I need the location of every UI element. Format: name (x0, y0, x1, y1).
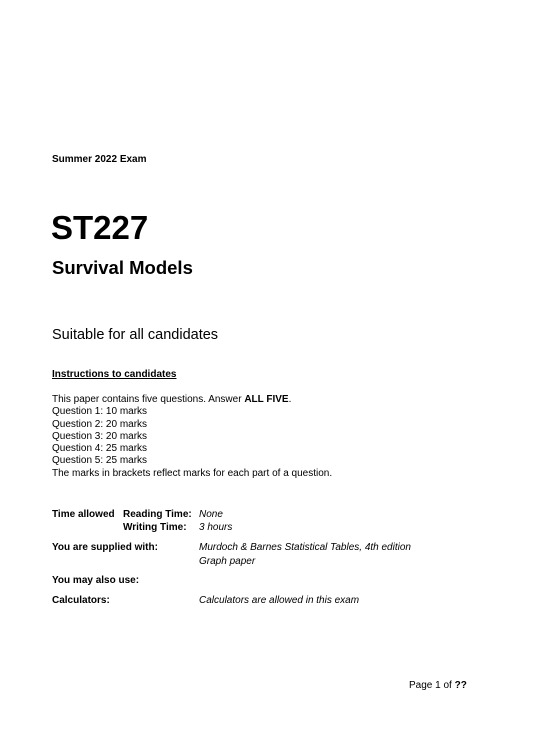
page-total: ?? (454, 680, 467, 691)
writing-time-value: 3 hours (199, 522, 233, 533)
question-marks-2: Question 2: 20 marks (52, 418, 148, 430)
supplied-with-label: You are supplied with: (52, 542, 158, 553)
writing-time-label: Writing Time: (123, 522, 187, 533)
reading-time-value: None (199, 509, 223, 520)
calculators-label: Calculators: (52, 595, 110, 606)
instructions-line-suffix: . (288, 394, 292, 405)
page-current: 1 (435, 680, 441, 691)
question-marks-5: Question 5: 25 marks (52, 455, 148, 467)
page-number (409, 680, 467, 692)
instructions-answer-all: ALL FIVE (244, 394, 289, 405)
question-marks-4: Question 4: 25 marks (52, 443, 148, 455)
supplied-item-tables: Murdoch & Barnes Statistical Tables, 4th edition (199, 542, 411, 553)
instructions-line (52, 394, 332, 406)
calculators-value: Calculators are allowed in this exam (199, 595, 360, 606)
exam-session: Summer 2022 Exam (52, 154, 147, 165)
question-marks-1: Question 1: 10 marks (52, 406, 148, 418)
supplied-item-graph-paper: Graph paper (199, 556, 256, 567)
instructions-body (52, 394, 332, 480)
course-code: ST227 (51, 209, 149, 246)
instructions-heading: Instructions to candidates (52, 369, 177, 380)
reading-time-label: Reading Time: (123, 509, 192, 520)
page-of: of (440, 680, 455, 691)
question-marks-3: Question 3: 20 marks (52, 430, 148, 442)
page-prefix: Page (409, 680, 436, 691)
course-title: Survival Models (52, 257, 193, 278)
instructions-line-prefix: This paper contains five questions. Answer (52, 394, 245, 405)
marks-note: The marks in brackets reflect marks for each part of a question. (52, 467, 333, 479)
also-use-label: You may also use: (52, 575, 140, 586)
suitability-note: Suitable for all candidates (52, 327, 219, 343)
time-allowed-label: Time allowed (52, 509, 115, 520)
